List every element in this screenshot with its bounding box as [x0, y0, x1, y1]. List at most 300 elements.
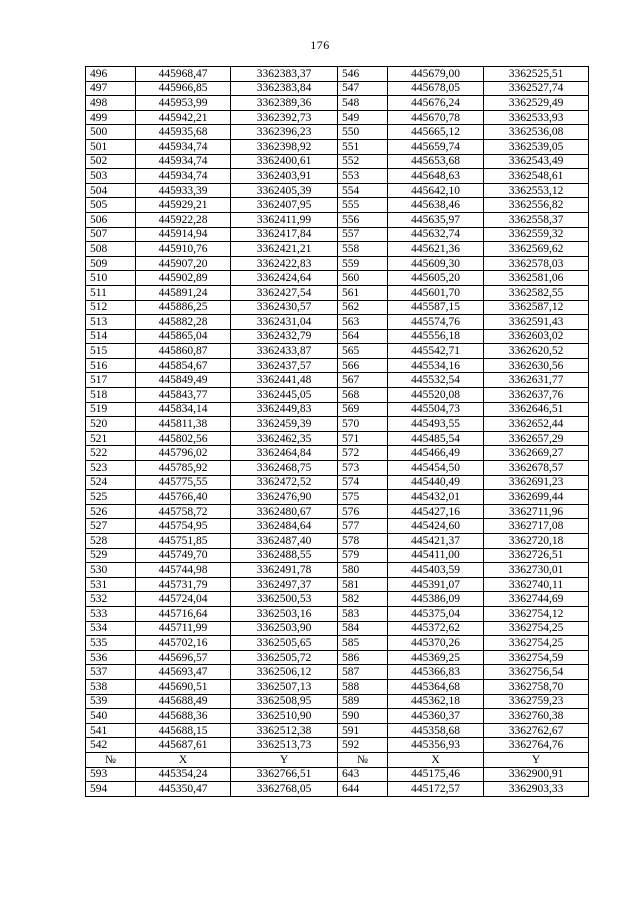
y-coordinate-cell: 3362383,37 [231, 67, 338, 82]
header-number-right: № [338, 752, 388, 767]
x-coordinate-cell: 445676,24 [388, 96, 484, 111]
y-coordinate-cell: 3362581,06 [484, 271, 589, 286]
table-row [86, 738, 589, 753]
x-coordinate-cell: 445696,57 [136, 650, 231, 665]
x-coordinate-cell: 445843,77 [136, 388, 231, 403]
y-coordinate-cell: 3362631,77 [484, 373, 589, 388]
point-number-cell: 531 [86, 577, 136, 592]
point-number-cell: 521 [86, 431, 136, 446]
y-coordinate-cell: 3362464,84 [231, 446, 338, 461]
table-row [86, 110, 589, 125]
point-number-cell: 586 [338, 650, 388, 665]
y-coordinate-cell: 3362421,21 [231, 242, 338, 257]
y-coordinate-cell: 3362758,70 [484, 679, 589, 694]
point-number-cell: 644 [338, 782, 388, 797]
x-coordinate-cell: 445372,62 [388, 621, 484, 636]
y-coordinate-cell: 3362505,65 [231, 636, 338, 651]
y-coordinate-cell: 3362487,40 [231, 534, 338, 549]
table-row [86, 344, 589, 359]
point-number-cell: 497 [86, 81, 136, 96]
x-coordinate-cell: 445882,28 [136, 315, 231, 330]
point-number-cell: 508 [86, 242, 136, 257]
y-coordinate-cell: 3362431,04 [231, 315, 338, 330]
table-row [86, 67, 589, 82]
x-coordinate-cell: 445953,99 [136, 96, 231, 111]
x-coordinate-cell: 445785,92 [136, 461, 231, 476]
y-coordinate-cell: 3362422,83 [231, 256, 338, 271]
x-coordinate-cell: 445366,83 [388, 665, 484, 680]
point-number-cell: 587 [338, 665, 388, 680]
x-coordinate-cell: 445968,47 [136, 67, 231, 82]
point-number-cell: 500 [86, 125, 136, 140]
coordinates-rows-bottom [86, 767, 589, 796]
y-coordinate-cell: 3362527,74 [484, 81, 589, 96]
point-number-cell: 512 [86, 300, 136, 315]
x-coordinate-cell: 445902,89 [136, 271, 231, 286]
table-row [86, 125, 589, 140]
y-coordinate-cell: 3362407,95 [231, 198, 338, 213]
x-coordinate-cell: 445493,55 [388, 417, 484, 432]
point-number-cell: 579 [338, 548, 388, 563]
table-row [86, 709, 589, 724]
point-number-cell: 581 [338, 577, 388, 592]
point-number-cell: 496 [86, 67, 136, 82]
x-coordinate-cell: 445411,00 [388, 548, 484, 563]
header-x-left: X [136, 752, 231, 767]
y-coordinate-cell: 3362512,38 [231, 723, 338, 738]
y-coordinate-cell: 3362427,54 [231, 285, 338, 300]
point-number-cell: 506 [86, 212, 136, 227]
y-coordinate-cell: 3362411,99 [231, 212, 338, 227]
table-row [86, 621, 589, 636]
x-coordinate-cell: 445834,14 [136, 402, 231, 417]
point-number-cell: 524 [86, 475, 136, 490]
point-number-cell: 511 [86, 285, 136, 300]
y-coordinate-cell: 3362587,12 [484, 300, 589, 315]
x-coordinate-cell: 445369,25 [388, 650, 484, 665]
coordinates-rows-top [86, 67, 589, 753]
y-coordinate-cell: 3362484,64 [231, 519, 338, 534]
x-coordinate-cell: 445421,37 [388, 534, 484, 549]
y-coordinate-cell: 3362539,05 [484, 139, 589, 154]
table-row [86, 650, 589, 665]
x-coordinate-cell: 445688,49 [136, 694, 231, 709]
point-number-cell: 561 [338, 285, 388, 300]
point-number-cell: 563 [338, 315, 388, 330]
point-number-cell: 507 [86, 227, 136, 242]
x-coordinate-cell: 445865,04 [136, 329, 231, 344]
x-coordinate-cell: 445370,26 [388, 636, 484, 651]
x-coordinate-cell: 445935,68 [136, 125, 231, 140]
y-coordinate-cell: 3362726,51 [484, 548, 589, 563]
point-number-cell: 564 [338, 329, 388, 344]
y-coordinate-cell: 3362497,37 [231, 577, 338, 592]
y-coordinate-cell: 3362553,12 [484, 183, 589, 198]
x-coordinate-cell: 445754,95 [136, 519, 231, 534]
y-coordinate-cell: 3362717,08 [484, 519, 589, 534]
point-number-cell: 539 [86, 694, 136, 709]
y-coordinate-cell: 3362437,57 [231, 358, 338, 373]
y-coordinate-cell: 3362630,56 [484, 358, 589, 373]
table-row [86, 358, 589, 373]
table-row [86, 81, 589, 96]
point-number-cell: 567 [338, 373, 388, 388]
y-coordinate-cell: 3362657,29 [484, 431, 589, 446]
y-coordinate-cell: 3362766,51 [231, 767, 338, 782]
x-coordinate-cell: 445638,46 [388, 198, 484, 213]
y-coordinate-cell: 3362500,53 [231, 592, 338, 607]
point-number-cell: 517 [86, 373, 136, 388]
y-coordinate-cell: 3362491,78 [231, 563, 338, 578]
point-number-cell: 577 [338, 519, 388, 534]
x-coordinate-cell: 445688,15 [136, 723, 231, 738]
y-coordinate-cell: 3362591,43 [484, 315, 589, 330]
point-number-cell: 504 [86, 183, 136, 198]
y-coordinate-cell: 3362441,48 [231, 373, 338, 388]
x-coordinate-cell: 445934,74 [136, 139, 231, 154]
y-coordinate-cell: 3362754,25 [484, 636, 589, 651]
point-number-cell: 560 [338, 271, 388, 286]
y-coordinate-cell: 3362903,33 [484, 782, 589, 797]
y-coordinate-cell: 3362754,12 [484, 606, 589, 621]
point-number-cell: 499 [86, 110, 136, 125]
point-number-cell: 572 [338, 446, 388, 461]
x-coordinate-cell: 445796,02 [136, 446, 231, 461]
x-coordinate-cell: 445642,10 [388, 183, 484, 198]
y-coordinate-cell: 3362678,57 [484, 461, 589, 476]
point-number-cell: 562 [338, 300, 388, 315]
point-number-cell: 583 [338, 606, 388, 621]
x-coordinate-cell: 445679,00 [388, 67, 484, 82]
x-coordinate-cell: 445648,63 [388, 169, 484, 184]
x-coordinate-cell: 445934,74 [136, 169, 231, 184]
point-number-cell: 529 [86, 548, 136, 563]
x-coordinate-cell: 445360,37 [388, 709, 484, 724]
x-coordinate-cell: 445665,12 [388, 125, 484, 140]
point-number-cell: 501 [86, 139, 136, 154]
x-coordinate-cell: 445375,04 [388, 606, 484, 621]
table-row [86, 563, 589, 578]
point-number-cell: 589 [338, 694, 388, 709]
x-coordinate-cell: 445933,39 [136, 183, 231, 198]
y-coordinate-cell: 3362468,75 [231, 461, 338, 476]
point-number-cell: 528 [86, 534, 136, 549]
point-number-cell: 559 [338, 256, 388, 271]
table-row [86, 256, 589, 271]
header-number-left: № [86, 752, 136, 767]
y-coordinate-cell: 3362505,72 [231, 650, 338, 665]
x-coordinate-cell: 445356,93 [388, 738, 484, 753]
x-coordinate-cell: 445914,94 [136, 227, 231, 242]
point-number-cell: 592 [338, 738, 388, 753]
x-coordinate-cell: 445386,09 [388, 592, 484, 607]
table-row [86, 212, 589, 227]
x-coordinate-cell: 445966,85 [136, 81, 231, 96]
y-coordinate-cell: 3362759,23 [484, 694, 589, 709]
x-coordinate-cell: 445601,70 [388, 285, 484, 300]
x-coordinate-cell: 445744,98 [136, 563, 231, 578]
x-coordinate-cell: 445485,54 [388, 431, 484, 446]
x-coordinate-cell: 445942,21 [136, 110, 231, 125]
point-number-cell: 558 [338, 242, 388, 257]
x-coordinate-cell: 445175,46 [388, 767, 484, 782]
point-number-cell: 549 [338, 110, 388, 125]
x-coordinate-cell: 445632,74 [388, 227, 484, 242]
y-coordinate-cell: 3362720,18 [484, 534, 589, 549]
x-coordinate-cell: 445556,18 [388, 329, 484, 344]
y-coordinate-cell: 3362432,79 [231, 329, 338, 344]
x-coordinate-cell: 445687,61 [136, 738, 231, 753]
point-number-cell: 541 [86, 723, 136, 738]
point-number-cell: 519 [86, 402, 136, 417]
table-row [86, 373, 589, 388]
x-coordinate-cell: 445621,36 [388, 242, 484, 257]
table-row [86, 227, 589, 242]
point-number-cell: 573 [338, 461, 388, 476]
point-number-cell: 538 [86, 679, 136, 694]
y-coordinate-cell: 3362507,13 [231, 679, 338, 694]
point-number-cell: 498 [86, 96, 136, 111]
point-number-cell: 509 [86, 256, 136, 271]
x-coordinate-cell: 445929,21 [136, 198, 231, 213]
table-row [86, 606, 589, 621]
column-header-row-group [86, 752, 589, 767]
point-number-cell: 534 [86, 621, 136, 636]
table-row [86, 694, 589, 709]
x-coordinate-cell: 445424,60 [388, 519, 484, 534]
point-number-cell: 525 [86, 490, 136, 505]
y-coordinate-cell: 3362389,36 [231, 96, 338, 111]
y-coordinate-cell: 3362396,23 [231, 125, 338, 140]
table-row [86, 285, 589, 300]
point-number-cell: 568 [338, 388, 388, 403]
point-number-cell: 574 [338, 475, 388, 490]
point-number-cell: 537 [86, 665, 136, 680]
x-coordinate-cell: 445854,67 [136, 358, 231, 373]
point-number-cell: 502 [86, 154, 136, 169]
y-coordinate-cell: 3362603,02 [484, 329, 589, 344]
point-number-cell: 523 [86, 461, 136, 476]
y-coordinate-cell: 3362900,91 [484, 767, 589, 782]
x-coordinate-cell: 445716,64 [136, 606, 231, 621]
x-coordinate-cell: 445934,74 [136, 154, 231, 169]
x-coordinate-cell: 445454,50 [388, 461, 484, 476]
x-coordinate-cell: 445358,68 [388, 723, 484, 738]
y-coordinate-cell: 3362754,59 [484, 650, 589, 665]
y-coordinate-cell: 3362508,95 [231, 694, 338, 709]
x-coordinate-cell: 445520,08 [388, 388, 484, 403]
table-row [86, 183, 589, 198]
point-number-cell: 565 [338, 344, 388, 359]
table-row [86, 431, 589, 446]
point-number-cell: 540 [86, 709, 136, 724]
y-coordinate-cell: 3362424,64 [231, 271, 338, 286]
y-coordinate-cell: 3362768,05 [231, 782, 338, 797]
page-number: 176 [310, 38, 330, 52]
y-coordinate-cell: 3362582,55 [484, 285, 589, 300]
x-coordinate-cell: 445403,59 [388, 563, 484, 578]
y-coordinate-cell: 3362525,51 [484, 67, 589, 82]
point-number-cell: 510 [86, 271, 136, 286]
y-coordinate-cell: 3362503,16 [231, 606, 338, 621]
point-number-cell: 591 [338, 723, 388, 738]
point-number-cell: 533 [86, 606, 136, 621]
point-number-cell: 548 [338, 96, 388, 111]
y-coordinate-cell: 3362529,49 [484, 96, 589, 111]
y-coordinate-cell: 3362510,90 [231, 709, 338, 724]
point-number-cell: 535 [86, 636, 136, 651]
x-coordinate-cell: 445690,51 [136, 679, 231, 694]
x-coordinate-cell: 445910,76 [136, 242, 231, 257]
point-number-cell: 503 [86, 169, 136, 184]
y-coordinate-cell: 3362578,03 [484, 256, 589, 271]
x-coordinate-cell: 445432,01 [388, 490, 484, 505]
point-number-cell: 518 [86, 388, 136, 403]
x-coordinate-cell: 445574,76 [388, 315, 484, 330]
table-row [86, 592, 589, 607]
point-number-cell: 552 [338, 154, 388, 169]
point-number-cell: 585 [338, 636, 388, 651]
table-row [86, 402, 589, 417]
table-row [86, 446, 589, 461]
point-number-cell: 527 [86, 519, 136, 534]
table-row [86, 534, 589, 549]
x-coordinate-cell: 445364,68 [388, 679, 484, 694]
x-coordinate-cell: 445532,54 [388, 373, 484, 388]
table-row [86, 315, 589, 330]
table-row [86, 242, 589, 257]
x-coordinate-cell: 445749,70 [136, 548, 231, 563]
point-number-cell: 547 [338, 81, 388, 96]
point-number-cell: 530 [86, 563, 136, 578]
y-coordinate-cell: 3362754,25 [484, 621, 589, 636]
table-row [86, 271, 589, 286]
x-coordinate-cell: 445886,25 [136, 300, 231, 315]
table-row [86, 388, 589, 403]
point-number-cell: 550 [338, 125, 388, 140]
point-number-cell: 514 [86, 329, 136, 344]
point-number-cell: 643 [338, 767, 388, 782]
x-coordinate-cell: 445724,04 [136, 592, 231, 607]
y-coordinate-cell: 3362476,90 [231, 490, 338, 505]
table-row [86, 665, 589, 680]
y-coordinate-cell: 3362430,57 [231, 300, 338, 315]
x-coordinate-cell: 445811,38 [136, 417, 231, 432]
table-row [86, 198, 589, 213]
point-number-cell: 526 [86, 504, 136, 519]
y-coordinate-cell: 3362536,08 [484, 125, 589, 140]
point-number-cell: 594 [86, 782, 136, 797]
table-row [86, 154, 589, 169]
table-row [86, 329, 589, 344]
y-coordinate-cell: 3362392,73 [231, 110, 338, 125]
point-number-cell: 505 [86, 198, 136, 213]
x-coordinate-cell: 445849,49 [136, 373, 231, 388]
x-coordinate-cell: 445731,79 [136, 577, 231, 592]
point-number-cell: 584 [338, 621, 388, 636]
table-row [86, 636, 589, 651]
y-coordinate-cell: 3362637,76 [484, 388, 589, 403]
table-row [86, 767, 589, 782]
x-coordinate-cell: 445907,20 [136, 256, 231, 271]
y-coordinate-cell: 3362762,67 [484, 723, 589, 738]
point-number-cell: 546 [338, 67, 388, 82]
point-number-cell: 569 [338, 402, 388, 417]
x-coordinate-cell: 445758,72 [136, 504, 231, 519]
x-coordinate-cell: 445391,07 [388, 577, 484, 592]
y-coordinate-cell: 3362533,93 [484, 110, 589, 125]
x-coordinate-cell: 445362,18 [388, 694, 484, 709]
y-coordinate-cell: 3362513,73 [231, 738, 338, 753]
point-number-cell: 516 [86, 358, 136, 373]
point-number-cell: 576 [338, 504, 388, 519]
y-coordinate-cell: 3362462,35 [231, 431, 338, 446]
y-coordinate-cell: 3362620,52 [484, 344, 589, 359]
x-coordinate-cell: 445711,99 [136, 621, 231, 636]
y-coordinate-cell: 3362569,62 [484, 242, 589, 257]
table-row [86, 417, 589, 432]
point-number-cell: 553 [338, 169, 388, 184]
point-number-cell: 582 [338, 592, 388, 607]
table-row [86, 139, 589, 154]
y-coordinate-cell: 3362398,92 [231, 139, 338, 154]
y-coordinate-cell: 3362548,61 [484, 169, 589, 184]
x-coordinate-cell: 445653,68 [388, 154, 484, 169]
table-row [86, 300, 589, 315]
table-row [86, 504, 589, 519]
x-coordinate-cell: 445440,49 [388, 475, 484, 490]
y-coordinate-cell: 3362488,55 [231, 548, 338, 563]
x-coordinate-cell: 445350,47 [136, 782, 231, 797]
point-number-cell: 513 [86, 315, 136, 330]
x-coordinate-cell: 445466,49 [388, 446, 484, 461]
y-coordinate-cell: 3362405,39 [231, 183, 338, 198]
y-coordinate-cell: 3362506,12 [231, 665, 338, 680]
point-number-cell: 532 [86, 592, 136, 607]
x-coordinate-cell: 445172,57 [388, 782, 484, 797]
y-coordinate-cell: 3362445,05 [231, 388, 338, 403]
x-coordinate-cell: 445702,16 [136, 636, 231, 651]
y-coordinate-cell: 3362558,37 [484, 212, 589, 227]
y-coordinate-cell: 3362699,44 [484, 490, 589, 505]
y-coordinate-cell: 3362730,01 [484, 563, 589, 578]
point-number-cell: 578 [338, 534, 388, 549]
x-coordinate-cell: 445802,56 [136, 431, 231, 446]
y-coordinate-cell: 3362417,84 [231, 227, 338, 242]
y-coordinate-cell: 3362669,27 [484, 446, 589, 461]
table-row [86, 490, 589, 505]
x-coordinate-cell: 445860,87 [136, 344, 231, 359]
table-row [86, 475, 589, 490]
x-coordinate-cell: 445688,36 [136, 709, 231, 724]
point-number-cell: 566 [338, 358, 388, 373]
x-coordinate-cell: 445542,71 [388, 344, 484, 359]
x-coordinate-cell: 445659,74 [388, 139, 484, 154]
point-number-cell: 590 [338, 709, 388, 724]
y-coordinate-cell: 3362760,38 [484, 709, 589, 724]
x-coordinate-cell: 445766,40 [136, 490, 231, 505]
x-coordinate-cell: 445775,55 [136, 475, 231, 490]
y-coordinate-cell: 3362711,96 [484, 504, 589, 519]
y-coordinate-cell: 3362740,11 [484, 577, 589, 592]
table-row [86, 461, 589, 476]
y-coordinate-cell: 3362543,49 [484, 154, 589, 169]
point-number-cell: 554 [338, 183, 388, 198]
y-coordinate-cell: 3362503,90 [231, 621, 338, 636]
coordinates-table [85, 66, 589, 797]
y-coordinate-cell: 3362480,67 [231, 504, 338, 519]
point-number-cell: 580 [338, 563, 388, 578]
